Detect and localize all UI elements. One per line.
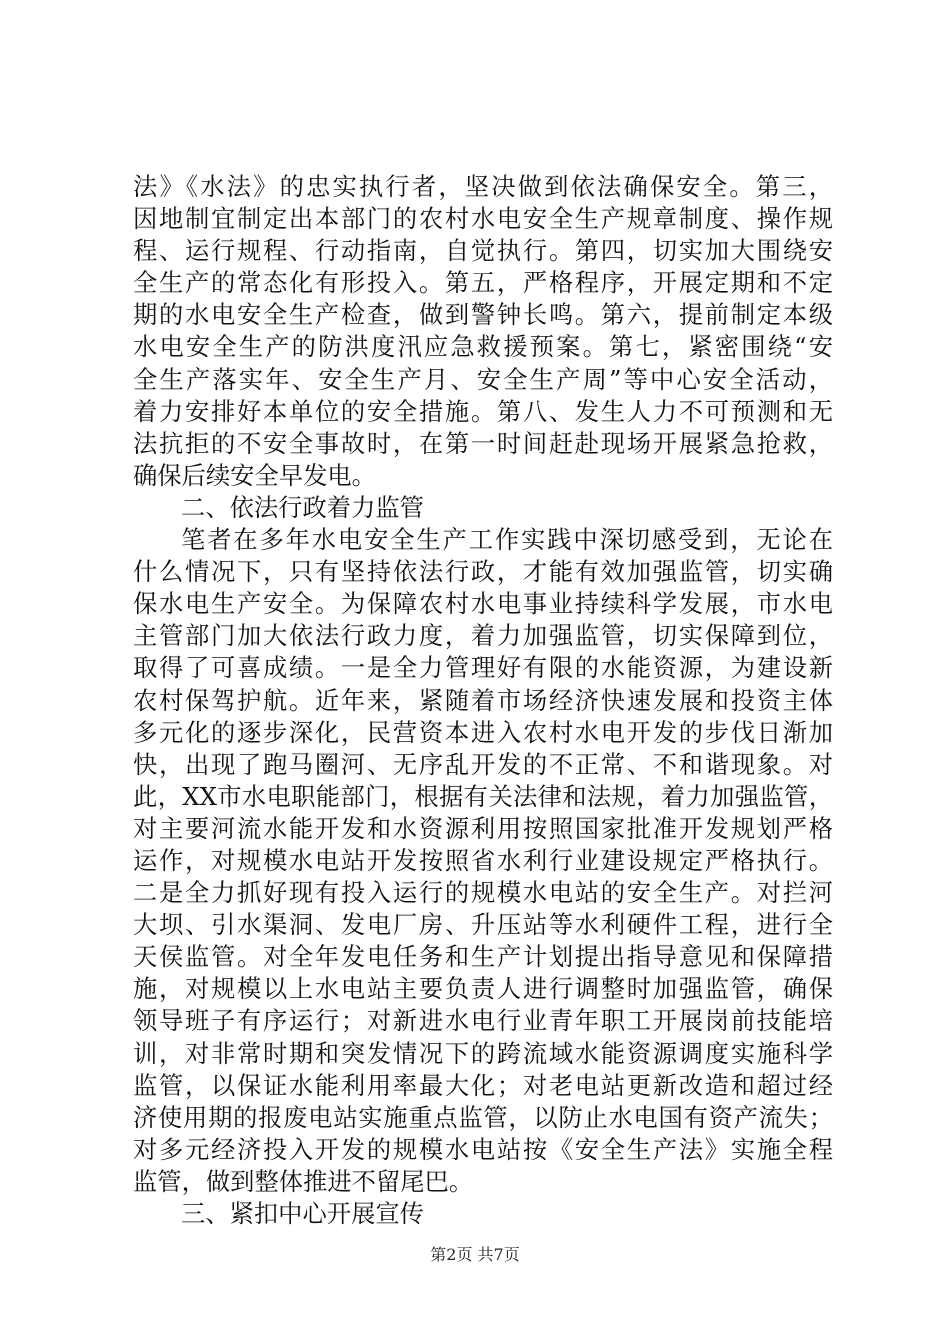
text-line: 什么情况下，只有坚持依法行政，才能有效加强监管，切实确 [133,557,833,587]
text-line: 大坝、引水渠洞、发电厂房、升压站等水利硬件工程，进行全 [133,910,833,940]
text-line: 监管，以保证水能利用率最大化；对老电站更新改造和超过经 [133,1070,833,1100]
text-line: 监管，做到整体推进不留尾巴。 [133,1166,474,1196]
text-line: 领导班子有序运行；对新进水电行业青年职工开展岗前技能培 [133,1006,833,1036]
text-line: 因地制宜制定出本部门的农村水电安全生产规章制度、操作规 [133,204,833,234]
text-line: 保水电生产安全。为保障农村水电事业持续科学发展，市水电 [133,589,833,619]
text-line: 全生产的常态化有形投入。第五，严格程序，开展定期和不定 [133,268,833,298]
text-line: 训，对非常时期和突发情况下的跨流域水能资源调度实施科学 [133,1038,833,1068]
text-line: 农村保驾护航。近年来，紧随着市场经济快速发展和投资主体 [133,685,833,715]
text-line: 济使用期的报废电站实施重点监管，以防止水电国有资产流失； [133,1102,833,1132]
text-line: 笔者在多年水电安全生产工作实践中深切感受到，无论在 [181,525,833,555]
page-number-footer: 第2页 共7页 [430,1245,520,1264]
text-line: 全生产落实年、安全生产月、安全生产周”等中心安全活动， [133,364,833,394]
text-line: 多元化的逐步深化，民营资本进入农村水电开发的步伐日渐加 [133,717,833,747]
section-heading: 二、依法行政着力监管 [181,492,424,522]
text-line: 天侯监管。对全年发电任务和生产计划提出指导意见和保障措 [133,942,833,972]
text-line: 取得了可喜成绩。一是全力管理好有限的水能资源，为建设新 [133,653,833,683]
text-line: 对多元经济投入开发的规模水电站按《安全生产法》实施全程 [133,1134,833,1164]
text-line: 运作，对规模水电站开发按照省水利行业建设规定严格执行。 [133,845,833,875]
text-line: 二是全力抓好现有投入运行的规模水电站的安全生产。对拦河 [133,878,833,908]
text-line: 着力安排好本单位的安全措施。第八、发生人力不可预测和无 [133,396,833,426]
text-line: 对主要河流水能开发和水资源利用按照国家批准开发规划严格 [133,813,833,843]
text-line: 法》《水法》的忠实执行者，坚决做到依法确保安全。第三， [133,172,833,201]
section-heading: 三、紧扣中心开展宣传 [181,1199,424,1228]
text-line: 施，对规模以上水电站主要负责人进行调整时加强监管，确保 [133,974,833,1004]
text-line: 程、运行规程、行动指南，自觉执行。第四，切实加大围绕安 [133,236,833,266]
document-body [133,171,833,1230]
text-line: 水电安全生产的防洪度汛应急救援预案。第七，紧密围绕“安 [133,332,833,362]
text-line: 此，XX市水电职能部门，根据有关法律和法规，着力加强监管， [133,781,833,811]
text-line: 确保后续安全早发电。 [133,460,376,490]
text-line: 主管部门加大依法行政力度，着力加强监管，切实保障到位， [133,621,833,651]
text-line: 期的水电安全生产检查，做到警钟长鸣。第六，提前制定本级 [133,300,833,330]
text-line: 法抗拒的不安全事故时，在第一时间赶赴现场开展紧急抢救， [133,428,833,458]
text-line: 快，出现了跑马圈河、无序乱开发的不正常、不和谐现象。对 [133,749,833,779]
